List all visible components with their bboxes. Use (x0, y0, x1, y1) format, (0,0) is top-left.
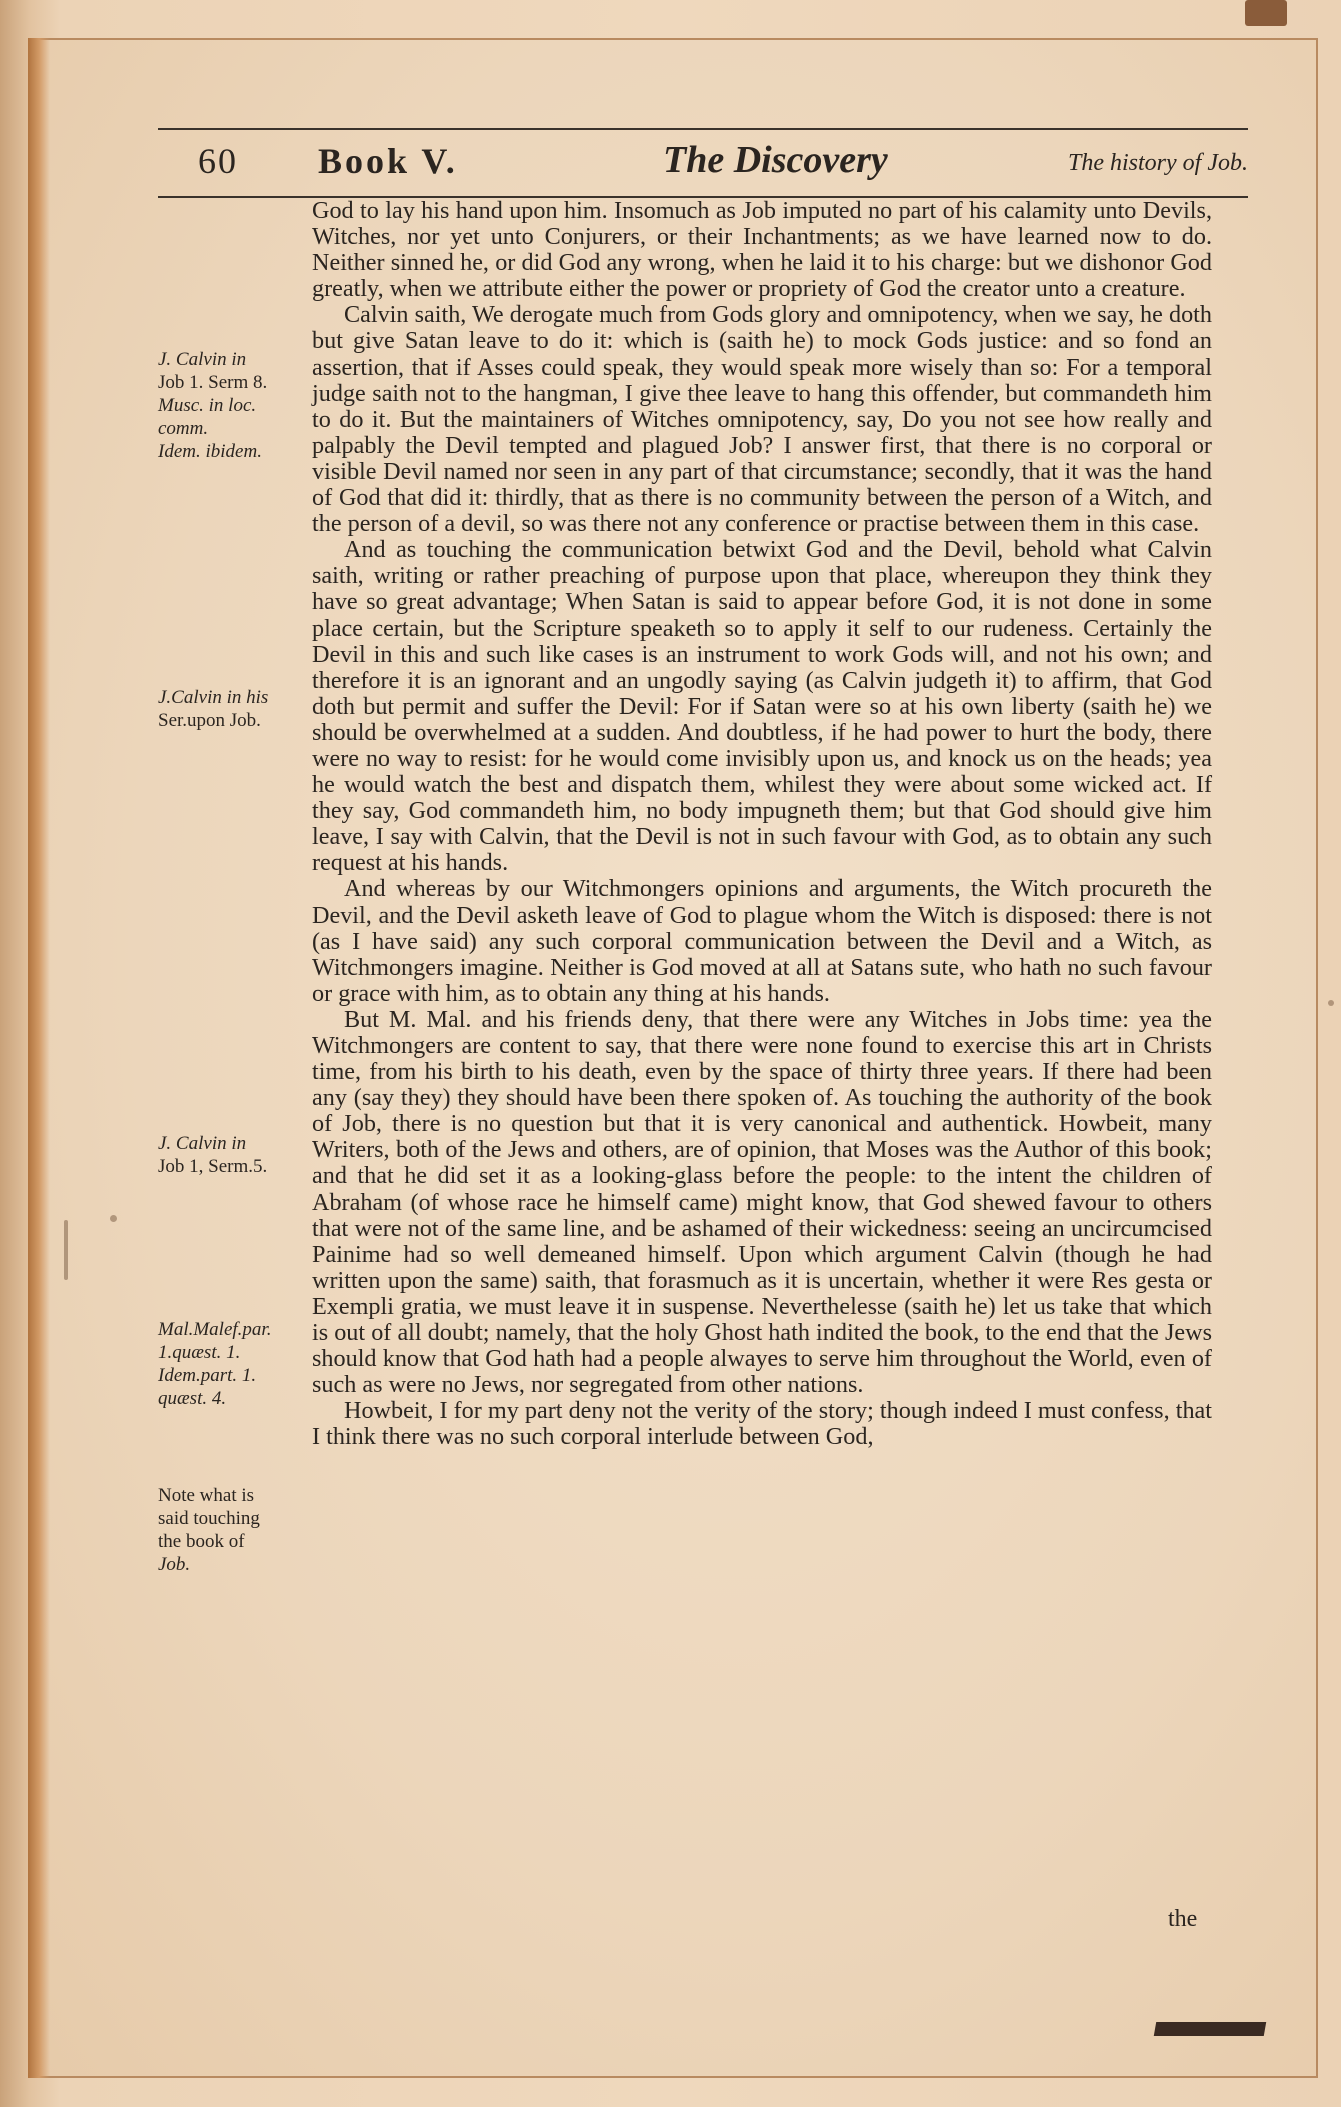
running-header (158, 140, 1248, 190)
paper-speck (1328, 1000, 1334, 1006)
paragraph: Calvin saith, We derogate much from Gods glory and omnipotency, when we say, he doth but give Satan leave to do it: which is (saith he) to mock Gods justice: and so fond an assertion, that if Asses could speak, they would speak more wisely than so: For a temporal judge saith not to the hangman, I give thee leave to hang this offender, but commandeth him to do it. But the maintainers of Witches omnipotency, say, Do you not see how really and palpably the Devil tempted and plagued Job? I answer first, that there is no corporal or visible Devil named nor seen in any part of that circumstance; secondly, that it was the hand of God that did it: thirdly, that as there is no community between the person of a Witch, and the person of a devil, so was there not any conference or practise between them in this case. (312, 301, 1212, 538)
running-title: The Discovery (663, 139, 888, 181)
bottom-tab-mark (1154, 2022, 1266, 2036)
paragraph: But M. Mal. and his friends deny, that there were any Witches in Jobs time: yea the Witchmongers are content to say, that there were none found to exercise this art in Christs time, from his birth to his death, even by the space of thirty three years. If there had been any (say they) they should have been there spoken of. As touching the authority of the book of Job, there is no question but that it is very canonical and authentick. Howbeit, many Writers, both of the Jews and others, are of opinion, that Moses was the Author of this book; and that he did set it as a looking-glass before the people: to the intent the children of Abraham (of whose race he himself came) might know, that God shewed favour to others that were not of the same line, and be ashamed of their wickedness: seeing an uncircumcised Painime had so well demeaned himself. Upon which argument Calvin (though he had written upon the same) saith, that forasmuch as it is uncertain, whether it were Res gesta or Exempli gratia, we must leave it in suspense. Neverthelesse (saith he) let us take that which is out of all doubt; namely, that the holy Ghost hath indited the book, to the end that the Jews should know that God hath had a people alwayes to serve him throughout the World, even of such as were no Jews, nor segregated from other nations. (312, 1005, 1212, 1399)
running-subtitle: The history of Job. (1068, 150, 1248, 176)
body-text (312, 198, 1212, 1451)
paper-stain (64, 1220, 68, 1280)
header-rule-top (158, 128, 1248, 130)
paragraph: And as touching the communication betwixt God and the Devil, behold what Calvin saith, writing or rather preaching of purpose upon that place, whereupon they think they have so great advantage; When Satan is said to appear before God, it is not done in some place certain, but the Scripture speaketh so to apply it self to our rudeness. Certainly the Devil in this and such like cases is an instrument to work Gods will, and not his own; and therefore it is an ignorant and an ungodly saying (as Calvin judgeth it) to affirm, that God doth but permit and suffer the Devil: For if Satan were so at his own liberty (saith he) we should be overwhelmed at a sudden. And doubtless, if he had power to hurt the body, there were no way to resist: for he would come invisibly upon us, and knock us on the heads; yea he would watch the best and dispatch them, whilest they were about some wicked act. If they say, God commandeth him, no body impugneth them; but that God should give him leave, I say with Calvin, that the Devil is not in such favour with God, as to obtain any such request at his hands. (312, 536, 1212, 877)
margin-note: J.Calvin in his Ser.upon Job. (158, 687, 269, 731)
paper-speck (110, 1215, 117, 1222)
margin-note: Mal.Malef.par. 1.quæst. 1. Idem.part. 1. quæst. 4. (158, 1319, 272, 1409)
margin-note: J. Calvin in Job 1, Serm.5. (158, 1133, 268, 1177)
paragraph: Howbeit, I for my part deny not the verity of the story; though indeed I must confess, that I think there was no such corporal interlude between God, (312, 1397, 1212, 1451)
margin-note: Note what is said touching the book of Job. (158, 1485, 260, 1575)
paragraph: And whereas by our Witchmongers opinions and arguments, the Witch procureth the Devil, and the Devil asketh leave of God to plague whom the Witch is disposed: there is not (as I have said) any such corporal communication between the Devil and a Witch, as Witchmongers imagine. Neither is God moved at all at Satans sute, who hath no such favour or grace with him, as to obtain any thing at his hands. (312, 875, 1212, 1007)
page-gutter-shadow (28, 38, 50, 2078)
page-number: 60 (198, 141, 238, 181)
page-tab-mark (1245, 0, 1287, 26)
book-label: Book V. (318, 141, 458, 181)
catchword: the (1168, 1906, 1198, 1932)
paragraph: God to lay his hand upon him. Insomuch as Job imputed no part of his calamity unto Devils, Witches, nor yet unto Conjurers, or their Inchantments; as we have learned now to do. Neither sinned he, or did God any wrong, when he laid it to his charge: but we dishonor God greatly, when we attribute either the power or propriety of God the creator unto a creature. (312, 197, 1212, 303)
margin-note: J. Calvin in Job 1. Serm 8. Musc. in loc. comm. Idem. ibidem. (158, 349, 268, 462)
